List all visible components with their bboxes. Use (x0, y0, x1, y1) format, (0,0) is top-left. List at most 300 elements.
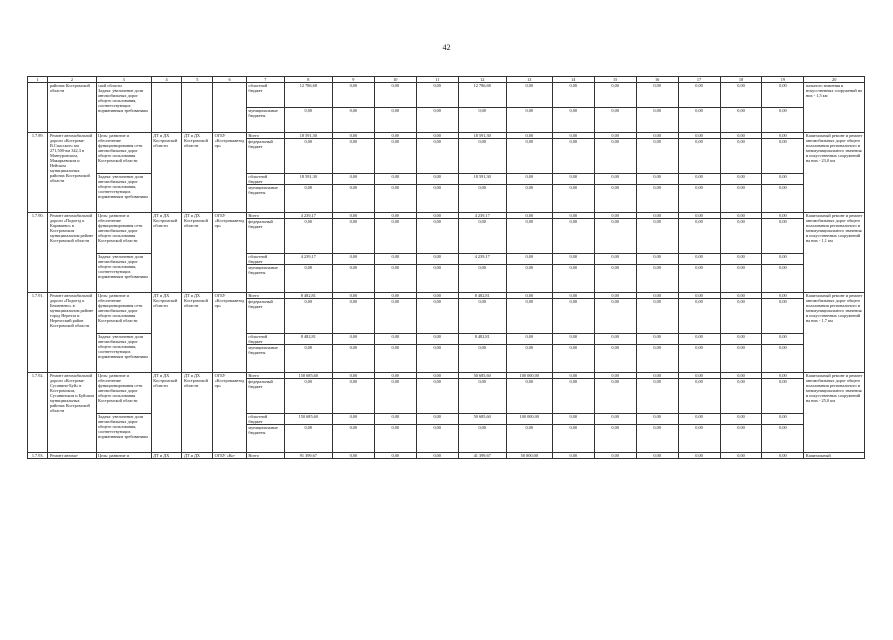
expected-result: Капитальный ремонт и ремонт автомобильных дорог общего пользования регионального и межмуниципального значения и искусственных сооружений на них - 1,1 км (804, 213, 865, 293)
amount-cell: 0,00 (416, 293, 458, 299)
customer: ДТ и ДХ Костромской области (182, 373, 213, 453)
amount-cell: 0,00 (636, 345, 678, 373)
amount-cell: 0,00 (762, 83, 804, 108)
executor (213, 83, 247, 133)
amount-cell: 100 000,00 (506, 373, 552, 379)
funding-source: Всего (246, 133, 284, 139)
amount-cell: 0,00 (552, 453, 594, 459)
amount-cell: 0,00 (594, 254, 636, 265)
amount-cell: 0,00 (678, 293, 720, 299)
amount-cell: 0,00 (762, 254, 804, 265)
amount-cell: 0,00 (594, 108, 636, 133)
activity-task: Задача: увеличение доли автомобильных дорог общего пользования, соответствующих нормативным требованиям (96, 414, 151, 453)
amount-cell: 18 591,30 (458, 174, 506, 185)
amount-cell: 0,00 (506, 379, 552, 414)
amount-cell: 0,00 (374, 299, 416, 334)
amount-cell: 0,00 (284, 299, 332, 334)
amount-cell: 0,00 (332, 373, 374, 379)
amount-cell: 0,00 (594, 299, 636, 334)
amount-cell: 0,00 (374, 453, 416, 459)
amount-cell: 0,00 (506, 185, 552, 213)
amount-cell: 4 239,17 (458, 213, 506, 219)
amount-cell: 0,00 (636, 139, 678, 174)
amount-cell: 0,00 (594, 379, 636, 414)
amount-cell: 0,00 (552, 213, 594, 219)
activity-goal: Цель: развитие и (96, 453, 151, 459)
funding-source: Всего (246, 213, 284, 219)
amount-cell: 0,00 (636, 334, 678, 345)
amount-cell: 0,00 (416, 219, 458, 254)
column-number-header: 9 (332, 77, 374, 83)
amount-cell: 0,00 (332, 425, 374, 453)
amount-cell: 0,00 (552, 254, 594, 265)
funding-source: Всего (246, 293, 284, 299)
amount-cell: 0,00 (720, 293, 762, 299)
amount-cell: 0,00 (594, 265, 636, 293)
amount-cell: 0,00 (416, 373, 458, 379)
amount-cell: 0,00 (332, 133, 374, 139)
amount-cell: 0,00 (720, 108, 762, 133)
column-number-header: 20 (804, 77, 865, 83)
customer (182, 83, 213, 133)
amount-cell: 4 239,17 (284, 254, 332, 265)
amount-cell: 18 591,30 (458, 133, 506, 139)
expected-result: Капитальный ремонт и ремонт автомобильных дорог общего пользования регионального и межмуниципального значения и искусственных сооружений на них - 25,0 км (804, 373, 865, 453)
amount-cell: 0,00 (678, 414, 720, 425)
amount-cell: 0,00 (506, 254, 552, 265)
amount-cell: 0,00 (416, 334, 458, 345)
amount-cell: 0,00 (552, 345, 594, 373)
amount-cell: 0,00 (374, 414, 416, 425)
amount-cell: 0,00 (678, 453, 720, 459)
amount-cell: 0,00 (762, 425, 804, 453)
amount-cell: 0,00 (678, 139, 720, 174)
customer: ДТ и ДХ Костромской области (182, 133, 213, 213)
amount-cell: 0,00 (636, 265, 678, 293)
amount-cell: 0,00 (594, 293, 636, 299)
coordinator: ДТ и ДХ Костромской области (151, 213, 182, 293)
amount-cell: 0,00 (720, 299, 762, 334)
task-text: Задача: увеличение доли автомобильных дорог общего пользования, соответствующих нормативным требованиям (98, 88, 148, 113)
amount-cell: 50 685,60 (458, 414, 506, 425)
amount-cell: 150 685,60 (284, 414, 332, 425)
funding-source: муниципальные бюджеты (246, 425, 284, 453)
amount-cell: 0,00 (332, 379, 374, 414)
amount-cell: 0,00 (762, 139, 804, 174)
amount-cell: 0,00 (762, 213, 804, 219)
amount-cell: 0,00 (374, 345, 416, 373)
amount-cell: 0,00 (374, 139, 416, 174)
amount-cell: 0,00 (284, 379, 332, 414)
amount-cell: 0,00 (506, 345, 552, 373)
amount-cell: 0,00 (284, 345, 332, 373)
amount-cell: 0,00 (552, 379, 594, 414)
amount-cell: 0,00 (594, 414, 636, 425)
amount-cell: 0,00 (552, 185, 594, 213)
amount-cell: 0,00 (332, 345, 374, 373)
column-number-header: 2 (48, 77, 96, 83)
column-number-header: 12 (458, 77, 506, 83)
executor: ОГБУ «Костромаавтодор» (213, 213, 247, 293)
amount-cell: 0,00 (506, 213, 552, 219)
amount-cell: 0,00 (552, 83, 594, 108)
amount-cell: 0,00 (762, 379, 804, 414)
amount-cell: 8 482,81 (284, 293, 332, 299)
amount-cell: 0,00 (416, 254, 458, 265)
amount-cell: 0,00 (678, 83, 720, 108)
funding-source: федеральный бюджет (246, 379, 284, 414)
amount-cell: 0,00 (416, 108, 458, 133)
funding-source: муниципальные бюджеты (246, 185, 284, 213)
amount-cell: 0,00 (332, 139, 374, 174)
column-number-header: 14 (552, 77, 594, 83)
amount-cell: 0,00 (594, 185, 636, 213)
coordinator (151, 83, 182, 133)
amount-cell: 0,00 (374, 108, 416, 133)
amount-cell: 0,00 (594, 139, 636, 174)
amount-cell: 0,00 (678, 133, 720, 139)
column-number-header: 4 (151, 77, 182, 83)
amount-cell: 0,00 (416, 139, 458, 174)
amount-cell: 0,00 (594, 83, 636, 108)
amount-cell: 0,00 (678, 425, 720, 453)
amount-cell: 0,00 (332, 185, 374, 213)
amount-cell: 0,00 (762, 133, 804, 139)
amount-cell: 0,00 (720, 379, 762, 414)
amount-cell: 0,00 (552, 108, 594, 133)
amount-cell: 0,00 (374, 83, 416, 108)
amount-cell: 0,00 (636, 83, 678, 108)
column-number-header: 3 (96, 77, 151, 83)
amount-cell: 0,00 (762, 108, 804, 133)
amount-cell: 0,00 (374, 334, 416, 345)
amount-cell: 0,00 (762, 185, 804, 213)
amount-cell: 0,00 (762, 299, 804, 334)
amount-cell: 8 482,81 (458, 293, 506, 299)
program-activities-table (27, 76, 865, 459)
amount-cell: 0,00 (594, 174, 636, 185)
goal-text: ской области (98, 83, 122, 88)
amount-cell: 0,00 (720, 334, 762, 345)
amount-cell: 0,00 (332, 293, 374, 299)
amount-cell: 0,00 (506, 133, 552, 139)
funding-source: муниципальные бюджеты (246, 265, 284, 293)
amount-cell: 0,00 (458, 299, 506, 334)
amount-cell: 0,00 (594, 213, 636, 219)
activity-name: Ремонт автомобильной дороги «Подъезд к Бекменево» в муниципальном районе город Нерехта и Нерехтский район Костромской области (48, 293, 96, 373)
amount-cell: 0,00 (416, 265, 458, 293)
amount-cell: 0,00 (720, 414, 762, 425)
column-number-header: 11 (416, 77, 458, 83)
executor: ОГБУ «Ко- (213, 453, 247, 459)
amount-cell: 0,00 (506, 139, 552, 174)
amount-cell: 0,00 (374, 293, 416, 299)
activity-goal: Цель: развитие и обеспечение функционирования сети автомобильных дорог общего пользования Костромской области (96, 133, 151, 174)
amount-cell: 0,00 (506, 299, 552, 334)
column-number-header: 1 (28, 77, 48, 83)
amount-cell: 18 591,30 (284, 174, 332, 185)
amount-cell: 0,00 (552, 139, 594, 174)
funding-source: муниципальные бюджеты (246, 108, 284, 133)
amount-cell: 0,00 (552, 373, 594, 379)
column-number-header: 10 (374, 77, 416, 83)
amount-cell: 4 239,17 (458, 254, 506, 265)
funding-source: федеральный бюджет (246, 139, 284, 174)
amount-cell: 0,00 (594, 334, 636, 345)
activity-goal: Цель: развитие и обеспечение функционирования сети автомобильных дорог общего пользования Костромской области (96, 293, 151, 334)
amount-cell: 0,00 (416, 414, 458, 425)
amount-cell: 0,00 (506, 265, 552, 293)
amount-cell: 0,00 (506, 293, 552, 299)
amount-cell: 0,00 (416, 453, 458, 459)
column-number-header: 15 (594, 77, 636, 83)
amount-cell: 0,00 (678, 213, 720, 219)
amount-cell: 0,00 (332, 213, 374, 219)
amount-cell: 0,00 (284, 185, 332, 213)
amount-cell: 8 482,81 (284, 334, 332, 345)
amount-cell: 0,00 (416, 345, 458, 373)
amount-cell: 0,00 (284, 425, 332, 453)
funding-source: областной бюджет (246, 83, 284, 108)
funding-source: областной бюджет (246, 414, 284, 425)
amount-cell: 100 000,00 (506, 414, 552, 425)
amount-cell: 0,00 (458, 108, 506, 133)
amount-cell: 0,00 (332, 334, 374, 345)
amount-cell: 0,00 (332, 299, 374, 334)
amount-cell: 0,00 (374, 133, 416, 139)
customer: ДТ и ДХ Костромской области (182, 213, 213, 293)
amount-cell: 0,00 (762, 414, 804, 425)
column-number-header: 16 (636, 77, 678, 83)
amount-cell: 0,00 (284, 139, 332, 174)
funding-source: областной бюджет (246, 254, 284, 265)
amount-cell: 0,00 (678, 334, 720, 345)
funding-source: областной бюджет (246, 174, 284, 185)
executor: ОГБУ «Костромаавтодор» (213, 293, 247, 373)
row-number: 1.7.93. (28, 453, 48, 459)
amount-cell: 0,00 (636, 379, 678, 414)
amount-cell: 0,00 (594, 133, 636, 139)
amount-cell: 0,00 (416, 185, 458, 213)
amount-cell: 0,00 (636, 414, 678, 425)
activity-goal: Цель: развитие и обеспечение функционирования сети автомобильных дорог общего пользования Костромской области (96, 373, 151, 414)
funding-source: Всего (246, 373, 284, 379)
amount-cell: 41 399,67 (458, 453, 506, 459)
amount-cell: 0,00 (458, 219, 506, 254)
row-number: 1.7.90. (28, 213, 48, 293)
amount-cell: 0,00 (416, 174, 458, 185)
amount-cell: 0,00 (552, 414, 594, 425)
amount-cell: 0,00 (374, 219, 416, 254)
amount-cell: 0,00 (720, 213, 762, 219)
amount-cell: 0,00 (284, 265, 332, 293)
amount-cell: 0,00 (636, 219, 678, 254)
activity-name: Ремонт автомобильной дороги «Подъезд к Караваево» в Костромском муниципальном районе Костромской области (48, 213, 96, 293)
amount-cell: 0,00 (678, 299, 720, 334)
activity-name: Ремонт автомобильной дороги «Кострома-В.Спасское» км 271,500-км 342,3 в Мантуровском, Макарьевском и Нейском муниципальных районах Костромской области (48, 133, 96, 213)
amount-cell: 0,00 (720, 453, 762, 459)
amount-cell: 0,00 (720, 373, 762, 379)
amount-cell: 0,00 (762, 293, 804, 299)
executor: ОГБУ «Костромаавтодор» (213, 373, 247, 453)
amount-cell: 0,00 (374, 265, 416, 293)
amount-cell: 0,00 (636, 174, 678, 185)
amount-cell: 0,00 (506, 83, 552, 108)
funding-source: областной бюджет (246, 334, 284, 345)
amount-cell: 0,00 (332, 453, 374, 459)
amount-cell: 0,00 (636, 453, 678, 459)
amount-cell: 0,00 (416, 379, 458, 414)
amount-cell: 0,00 (332, 414, 374, 425)
amount-cell: 0,00 (678, 108, 720, 133)
coordinator: ДТ и ДХ (151, 453, 182, 459)
amount-cell: 0,00 (762, 265, 804, 293)
amount-cell: 0,00 (374, 373, 416, 379)
amount-cell: 0,00 (636, 425, 678, 453)
coordinator: ДТ и ДХ Костромской области (151, 133, 182, 213)
amount-cell: 0,00 (678, 185, 720, 213)
activity-name: районах Костромской области (48, 83, 96, 133)
amount-cell: 0,00 (506, 334, 552, 345)
executor: ОГБУ «Костромаавтодор» (213, 133, 247, 213)
table-row (28, 453, 865, 459)
amount-cell: 0,00 (678, 219, 720, 254)
column-number-header: 19 (762, 77, 804, 83)
amount-cell: 0,00 (552, 174, 594, 185)
funding-source: федеральный бюджет (246, 299, 284, 334)
amount-cell: 0,00 (636, 373, 678, 379)
activity-goal: Цель: развитие и обеспечение функционирования сети автомобильных дорог общего пользования Костромской области (96, 213, 151, 254)
amount-cell: 0,00 (720, 425, 762, 453)
amount-cell: 0,00 (594, 219, 636, 254)
amount-cell: 0,00 (416, 299, 458, 334)
amount-cell: 0,00 (416, 213, 458, 219)
activity-name: Ремонт автомобильной дороги «Кострома-Сусанино-Буй» в Костромском, Сусанинском и Буйском муниципальных районах Костромской области (48, 373, 96, 453)
activity-task: Задача: увеличение доли автомобильных дорог общего пользования, соответствующих нормативным требованиям (96, 174, 151, 213)
amount-cell: 0,00 (678, 379, 720, 414)
amount-cell: 0,00 (374, 379, 416, 414)
amount-cell: 0,00 (552, 133, 594, 139)
amount-cell: 0,00 (594, 425, 636, 453)
activity-name: Ремонт автомо- (48, 453, 96, 459)
column-number-header: 7 (246, 77, 284, 83)
amount-cell: 0,00 (720, 219, 762, 254)
page-number: 42 (442, 43, 451, 52)
amount-cell: 0,00 (374, 213, 416, 219)
amount-cell: 0,00 (552, 425, 594, 453)
amount-cell: 0,00 (374, 254, 416, 265)
amount-cell: 0,00 (458, 139, 506, 174)
amount-cell: 0,00 (416, 425, 458, 453)
amount-cell: 0,00 (458, 425, 506, 453)
amount-cell: 0,00 (720, 254, 762, 265)
amount-cell: 0,00 (720, 265, 762, 293)
amount-cell: 0,00 (458, 265, 506, 293)
amount-cell: 150 685,60 (284, 373, 332, 379)
expected-result: Капитальный ремонт и ремонт автомобильных дорог общего пользования регионального и межмуниципального значения и искусственных сооружений на них - 23,0 км (804, 133, 865, 213)
amount-cell: 0,00 (636, 133, 678, 139)
amount-cell: 0,00 (720, 185, 762, 213)
amount-cell: 0,00 (720, 174, 762, 185)
customer: ДТ и ДХ (182, 453, 213, 459)
amount-cell: 18 591,30 (284, 133, 332, 139)
amount-cell: 4 239,17 (284, 213, 332, 219)
amount-cell: 0,00 (720, 133, 762, 139)
expected-result: Капитальный ремонт и ремонт автомобильных дорог общего пользования регионального и межмуниципального значения и искусственных сооружений на них - 1,7 км (804, 293, 865, 373)
row-number: 1.7.91. (28, 293, 48, 373)
amount-cell: 0,00 (678, 174, 720, 185)
amount-cell: 0,00 (678, 265, 720, 293)
amount-cell: 0,00 (636, 108, 678, 133)
amount-cell: 0,00 (332, 83, 374, 108)
amount-cell: 0,00 (636, 185, 678, 213)
amount-cell: 0,00 (332, 108, 374, 133)
table-row (28, 83, 865, 108)
column-number-header: 13 (506, 77, 552, 83)
amount-cell: 0,00 (506, 108, 552, 133)
amount-cell: 0,00 (458, 345, 506, 373)
amount-cell: 50 000,00 (506, 453, 552, 459)
funding-source: федеральный бюджет (246, 219, 284, 254)
row-number: 1.7.92. (28, 373, 48, 453)
coordinator: ДТ и ДХ Костромской области (151, 373, 182, 453)
column-number-header: 18 (720, 77, 762, 83)
activity-task: Задача: увеличение доли автомобильных дорог общего пользования, соответствующих нормативным требованиям (96, 254, 151, 293)
amount-cell: 0,00 (636, 254, 678, 265)
funding-source: Всего (246, 453, 284, 459)
amount-cell: 91 399,67 (284, 453, 332, 459)
amount-cell: 0,00 (762, 334, 804, 345)
amount-cell: 0,00 (332, 265, 374, 293)
amount-cell: 0,00 (594, 453, 636, 459)
amount-cell: 0,00 (762, 174, 804, 185)
column-number-header: 17 (678, 77, 720, 83)
amount-cell: 0,00 (762, 219, 804, 254)
activity-task: Задача: увеличение доли автомобильных дорог общего пользования, соответствующих нормативным требованиям (96, 334, 151, 373)
expected-result: Капитальный (804, 453, 865, 459)
amount-cell: 12 786,68 (284, 83, 332, 108)
amount-cell: 0,00 (552, 334, 594, 345)
amount-cell: 8 482,81 (458, 334, 506, 345)
amount-cell: 0,00 (720, 139, 762, 174)
amount-cell: 0,00 (678, 345, 720, 373)
amount-cell: 0,00 (678, 254, 720, 265)
amount-cell: 0,00 (720, 83, 762, 108)
customer: ДТ и ДХ Костромской области (182, 293, 213, 373)
amount-cell: 0,00 (374, 185, 416, 213)
amount-cell: 0,00 (374, 174, 416, 185)
amount-cell: 0,00 (458, 185, 506, 213)
amount-cell: 0,00 (636, 293, 678, 299)
amount-cell: 0,00 (552, 219, 594, 254)
amount-cell: 0,00 (284, 219, 332, 254)
row-number (28, 83, 48, 133)
amount-cell: 0,00 (374, 425, 416, 453)
amount-cell: 0,00 (506, 219, 552, 254)
amount-cell: 0,00 (332, 219, 374, 254)
column-number-header: 6 (213, 77, 247, 83)
amount-cell: 0,00 (416, 83, 458, 108)
amount-cell: 12 786,68 (458, 83, 506, 108)
row-number: 1.7.89. (28, 133, 48, 213)
amount-cell: 0,00 (332, 254, 374, 265)
amount-cell: 0,00 (678, 373, 720, 379)
coordinator: ДТ и ДХ Костромской области (151, 293, 182, 373)
column-number-header: 8 (284, 77, 332, 83)
amount-cell: 0,00 (552, 293, 594, 299)
amount-cell: 0,00 (284, 108, 332, 133)
amount-cell: 0,00 (506, 425, 552, 453)
